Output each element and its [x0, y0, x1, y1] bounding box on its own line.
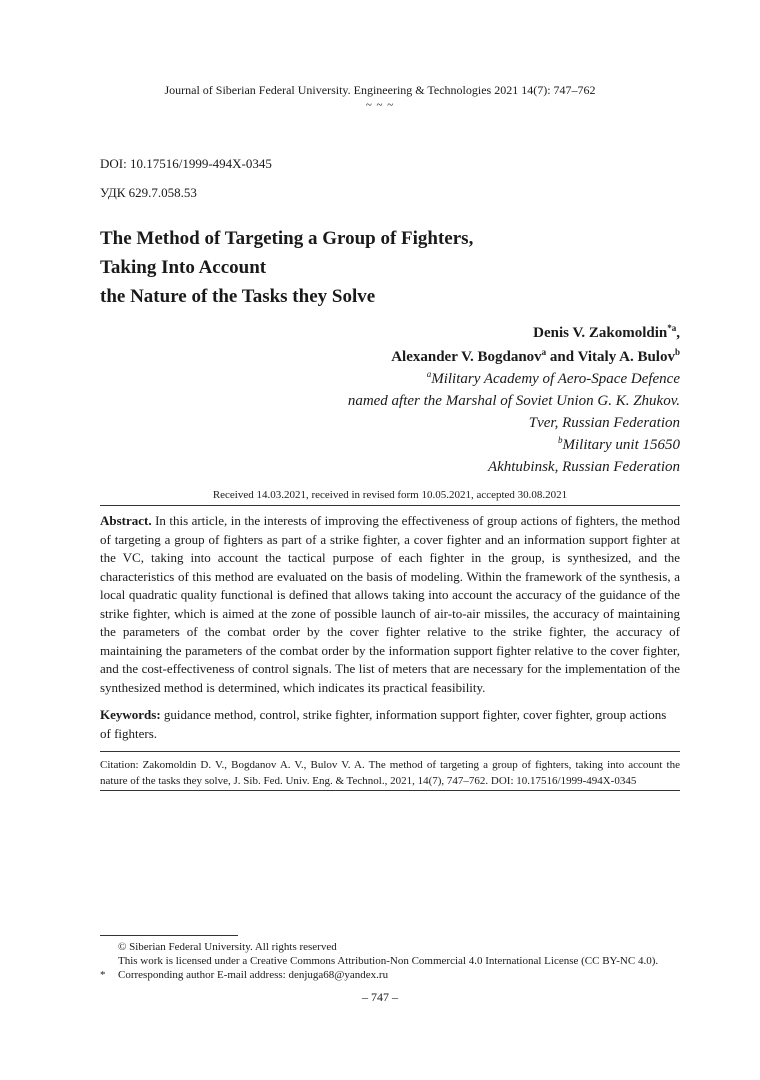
copyright-note: © Siberian Federal University. All rights reserved [118, 941, 337, 953]
author-conjunction: and [546, 349, 578, 365]
citation-top-rule [100, 751, 680, 752]
author-3-name: Vitaly A. Bulov [577, 349, 675, 365]
affiliation-a-line-3: Tver, Russian Federation [528, 415, 680, 431]
license-note: This work is licensed under a Creative Commons Attribution-Non Commercial 4.0 International License (CC BY-NC 4.0). [118, 955, 659, 967]
footnote-star: * [100, 969, 106, 981]
author-1-separator: , [676, 325, 680, 341]
corresponding-author-note [100, 968, 700, 982]
article-title [100, 224, 660, 311]
author-1-sup: *a [667, 323, 677, 333]
abstract-text: In this article, in the interests of improving the effectiveness of group actions of fighters, the method of targeting a group of fighters as part of a strike fighter, a cover fighter and an information support fighter at the VC, taking into account the tactical purpose of each fighter in the group, is synthesized, and the characteristics of this method are evaluated on the basis of modeling. Within the framework of the synthesis, a local quadratic quality functional is defined that allows taking into account the accuracy of the guidance of the strike fighter, which is aimed at the zone of possible launch of air-to-air missiles, the accuracy of maintaining the parameters of the combat order by the cover fighter relative to the strike fighter, the accuracy of maintaining the parameters of the combat order by the information support fighter relative to the cover fighter, and the cost-effectiveness of control signals. The list of meters that are necessary for the implementation of the synthesized method is determined, which indicates its practical feasibility. [100, 513, 680, 695]
abstract-label: Abstract. [100, 513, 152, 528]
author-line-1 [391, 321, 680, 345]
title-line-2: Taking Into Account [100, 257, 267, 278]
author-list [391, 321, 680, 369]
title-line-1: The Method of Targeting a Group of Fighters, [100, 228, 474, 249]
doi-line: DOI: 10.17516/1999-494X-0345 [100, 156, 272, 171]
title-line-3: the Nature of the Tasks they Solve [100, 286, 376, 307]
affiliation-a-line-2: named after the Marshal of Soviet Union G. K. Zhukov. [347, 393, 680, 409]
received-dates: Received 14.03.2021, received in revised form 10.05.2021, accepted 30.08.2021 [212, 489, 568, 501]
affiliation-b-line-1 [348, 434, 680, 456]
affiliation-a-sup: a [426, 369, 432, 379]
abstract [100, 512, 680, 697]
page-number: – 747 – [362, 990, 398, 1004]
footnotes [100, 940, 700, 982]
keywords-text: guidance method, control, strike fighter, information support fighter, cover fighter, group actions of fighters. [100, 707, 667, 741]
udk-line: УДК 629.7.058.53 [100, 185, 197, 200]
affiliation-b-line-2: Akhtubinsk, Russian Federation [487, 459, 680, 475]
author-line-2 [391, 345, 680, 369]
author-2-name: Alexander V. Bogdanov [391, 349, 542, 365]
affiliations [348, 368, 680, 478]
affiliation-a-text: Military Academy of Aero-Space Defence [431, 371, 680, 387]
keywords [100, 706, 680, 743]
author-1-name: Denis V. Zakomoldin [533, 325, 668, 341]
citation-bottom-rule [100, 790, 680, 791]
header-ornament: ~ ~ ~ [365, 99, 395, 111]
abstract-top-rule [100, 505, 680, 506]
affiliation-a-line-1 [348, 368, 680, 390]
footnote-rule [100, 935, 238, 936]
citation: Citation: Zakomoldin D. V., Bogdanov A. V., Bulov V. A. The method of targeting a group of fighters, taking into account the nature of the tasks they solve, J. Sib. Fed. Univ. Eng. & Technol., 2021, 14(7), 747–762. DOI: 10.17516/1999-494X-0345 [100, 759, 680, 787]
author-3-sup: b [674, 347, 680, 357]
corresponding-author-text: Corresponding author E-mail address: denjuga68@yandex.ru [118, 969, 389, 981]
affiliation-b-sup: b [558, 435, 563, 445]
author-2-sup: a [541, 347, 547, 357]
keywords-label: Keywords: [100, 707, 161, 722]
journal-header: Journal of Siberian Federal University. Engineering & Technologies 2021 14(7): 747–762 [164, 83, 596, 97]
affiliation-b-text: Military unit 15650 [562, 437, 680, 453]
